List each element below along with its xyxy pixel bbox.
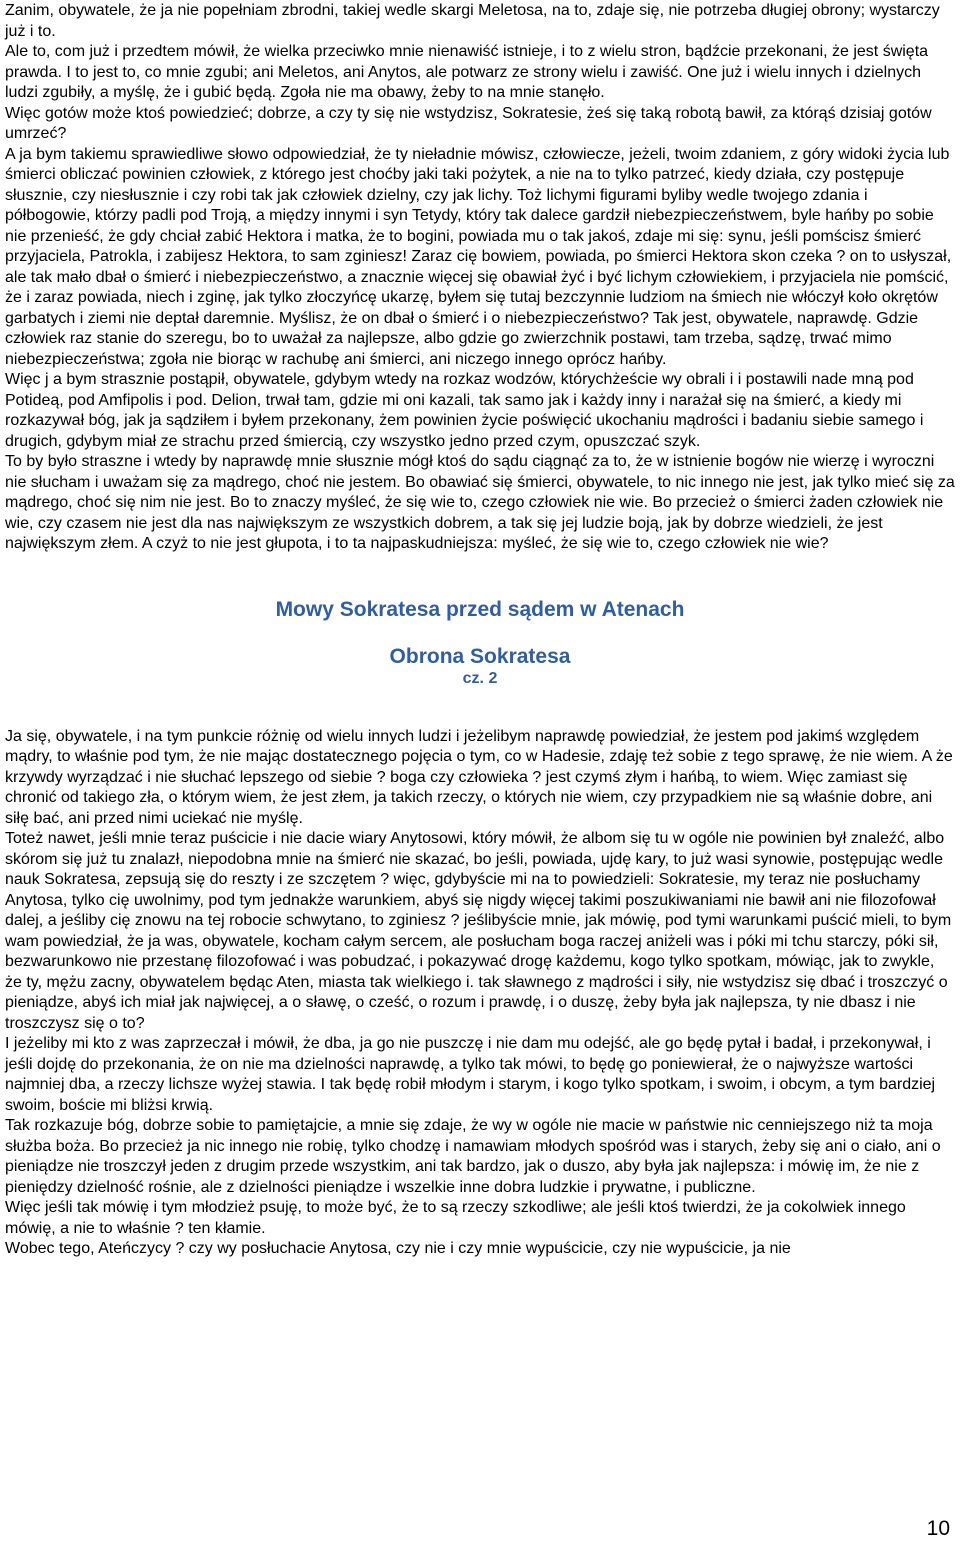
paragraph: A ja bym takiemu sprawiedliwe słowo odpowiedział, że ty nieładnie mówisz, człowiecze, jeżeli, twoim zdaniem, z góry widoki życia lub śmierci obliczać powinien człowiek, z którego jest choćby jaki taki pożytek, a nie na to tylko patrzeć, kiedy działa, czy postępuje słusznie, czy niesłusznie i czy robi tak jak człowiek dzielny, czy jak lichy. Toż lichymi figurami byliby wedle twojego zdania i półbogowie, którzy padli pod Troją, a między innymi i syn Tetydy, który tak dalece gardził niebezpieczeństwem, byle hańby po sobie nie przenieść, że gdy chciał zabić Hektora i matka, że to bogini, powiada mu o tak jakoś, zdaje mi się: synu, jeśli pomścisz śmierć przyjaciela, Patrokla, i zabijesz Hektora, to sam zginiesz! Zaraz cię bowiem, powiada, po śmierci Hektora skon czeka ? on to usłyszał, ale tak mało dbał o śmierć i niebezpieczeństwo, a znacznie więcej się obawiał żyć i być lichym człowiekiem, i przyjaciela nie pomścić, że i zaraz powiada, niech i zginę, jak tylko złoczyńcę ukarzę, byłem się tutaj bezczynnie ludziom na śmiech nie włóczył koło okrętów garbatych i ziemi nie deptał daremnie. Myślisz, że on dbał o śmierć i o niebezpieczeństwo? Tak jest, obywatele, naprawdę. Gdzie człowiek raz stanie do szeregu, bo to uważał za najlepsze, albo gdzie go zwierzchnik postawi, tam trzeba, sądzę, trwać mimo niebezpieczeństwa; zgoła nie biorąc w rachubę ani śmierci, ani niczego innego oprócz hańby. — [5, 145, 952, 368]
paragraph: I jeżeliby mi kto z was zaprzeczał i mówił, że dba, ja go nie puszczę i nie dam mu odejść, ale go będę pytał i badał, i przekonywał, i jeśli dojdę do przekonania, że on nie ma dzielności naprawdę, a tylko tak mówi, to będę go poniewierał, że o najwyższe wartości najmniej dba, a rzeczy lichsze wyżej stawia. I tak będę robił młodym i starym, i kogo tylko spotkam, i swoim, i obcym, a tym bardziej swoim, boście mi bliżsi krwią. — [5, 1035, 936, 1114]
text-section-2 — [5, 727, 955, 1260]
paragraph: To by było straszne i wtedy by naprawdę mnie słusznie mógł ktoś do sądu ciągnąć za to, że w istnienie bogów nie wierzę i wyroczni nie słucham i uważam się za mądrego, choć nie jestem. Bo obawiać się śmierci, obywatele, to nic innego nie jest, jak tylko mieć się za mądrego, choć się nim nie jest. Bo to znaczy myśleć, że się wie to, czego człowiek nie wie. Bo przecież o śmierci żaden człowiek nie wie, czy czasem nie jest dla nas największym ze wszystkich dobrem, a tak się jej ludzie boją, jak by dobrze wiedzieli, że jest największym złem. A czyż to nie jest głupota, i to ta najpaskudniejsza: myśleć, że się wie to, czego człowiek nie wie? — [5, 453, 955, 552]
paragraph: Więc jeśli tak mówię i tym młodzież psuję, to może być, że to są rzeczy szkodliwe; ale jeśli ktoś twierdzi, że ja cokolwiek innego mówię, a nie to właśnie ? ten kłamie. — [5, 1199, 906, 1237]
page-number: 10 — [926, 1517, 950, 1540]
paragraph: Ale to, com już i przedtem mówił, że wielka przeciwko mnie nienawiść istnieje, i to z wielu stron, bądźcie przekonani, że jest święta prawda. I to jest to, co mnie zgubi; ani Meletos, ani Anytos, ale potwarz ze strony wielu i zawiść. One już i wielu innych i dzielnych ludzi zgubiły, a myślę, że i gubić będą. Zgoła nie ma obawy, żeby to na mnie stanęło. — [5, 43, 929, 101]
document-subtitle: Obrona Sokratesa — [389, 644, 571, 668]
section-heading — [5, 597, 955, 689]
paragraph: Więc gotów może ktoś powiedzieć; dobrze, a czy ty się nie wstydzisz, Sokratesie, żeś się taką robotą bawił, za którąś dzisiaj gotów umrzeć? — [5, 104, 932, 142]
paragraph: Więc j a bym strasznie postąpił, obywatele, gdybym wtedy na rozkaz wodzów, którychżeście wy obrali i i postawili nade mną pod Potideą, pod Amfipolis i pod. Delion, trwał tam, gdzie mi oni kazali, tak samo jak i każdy inny i narażał się na śmierć, a kiedy mi rozkazywał bóg, jak ja sądziłem i byłem przekonany, żem powinien życie poświęcić ukochaniu mądrości i badaniu siebie samego i drugich, gdybym miał ze strachu przed śmiercią, czy wszystko jedno przed czym, opuszczać szyk. — [5, 371, 924, 450]
document-title: Mowy Sokratesa przed sądem w Atenach — [275, 597, 685, 621]
paragraph: Wobec tego, Ateńczycy ? czy wy posłuchacie Anytosa, czy nie i czy mnie wypuścicie, czy nie wypuścicie, ja nie — [5, 1240, 791, 1257]
part-label: cz. 2 — [462, 669, 498, 687]
paragraph: Toteż nawet, jeśli mnie teraz puścicie i nie dacie wiary Anytosowi, który mówił, że albom się tu w ogóle nie powinien był znaleźć, albo skórom się już tu znalazł, niepodobna mnie na śmierć nie skazać, bo jeśli, powiada, ujdę kary, to już wasi synowie, postępując wedle nauk Sokratesa, zepsują się do reszty i ze szczętem ? więc, gdybyście mi na to powiedzieli: Sokratesie, my teraz nie posłuchamy Anytosa, tylko cię uwolnimy, pod tym jednakże warunkiem, abyś się nigdy więcej takimi poszukiwaniami nie bawił ani nie filozofował dalej, a jeśliby cię znowu na tej robocie schwytano, to zginiesz ? jeślibyście mnie, jak mówię, pod tymi warunkami puścić mieli, to bym wam powiedział, że ja was, obywatele, kocham całym sercem, ale posłucham boga raczej aniżeli was i póki mi tchu starczy, póki sił, bezwarunkowo nie przestanę filozofować i was pobudzać, i pokazywać drogę każdemu, kogo tylko spotkam, mówiąc, jak to zwykle, że ty, mężu zacny, obywatelem będąc Aten, miasta tak wielkiego i. tak sławnego z mądrości i siły, nie wstydzisz się dbać i troszczyć o pieniądze, abyś ich miał jak najwięcej, a o sławę, o cześć, o rozum i prawdę, i o duszę, żeby była jak najlepsza, ty nie dbasz i nie troszczysz się o to? — [5, 830, 952, 1032]
paragraph: Ja się, obywatele, i na tym punkcie różnię od wielu innych ludzi i jeżelibym naprawdę powiedział, że jestem pod jakimś względem mądry, to właśnie pod tym, że nie mając dostatecznego pojęcia o tym, co w Hadesie, zdaję też sobie z tego sprawę, że nie wiem. A że krzywdy wyrządzać i nie słuchać lepszego od siebie ? boga czy człowieka ? jest czymś złym i hańbą, to wiem. Więc zamiast się chronić od takiego zła, o którym wiem, że jest złem, ja takich rzeczy, o których nie wiem, czy przypadkiem nie są właśnie dobre, ani siłę bać, ani przed nimi uciekać nie myślę. — [5, 727, 953, 827]
paragraph: Zanim, obywatele, że ja nie popełniam zbrodni, takiej wedle skargi Meletosa, na to, zdaje się, nie potrzeba długiej obrony; wystarczy już i to. — [5, 2, 940, 40]
paragraph: Tak rozkazuje bóg, dobrze sobie to pamiętajcie, a mnie się zdaje, że wy w ogóle nie macie w państwie nic cenniejszego niż ta moja służba boża. Bo przecież ja nic innego nie robię, tylko chodzę i namawiam młodych spośród was i starych, żeby się ani o ciało, ani o pieniądze nie troszczył jeden z drugim przede wszystkim, ani tak bardzo, jak o duszo, aby była jak najlepsza: i mówię im, że nie z pieniędzy dzielność rośnie, ale z dzielności pieniądze i wszelkie inne dobra ludzkie i prywatne, i publiczne. — [5, 1117, 941, 1196]
document-page — [5, 0, 955, 1260]
text-section-1 — [5, 0, 955, 555]
